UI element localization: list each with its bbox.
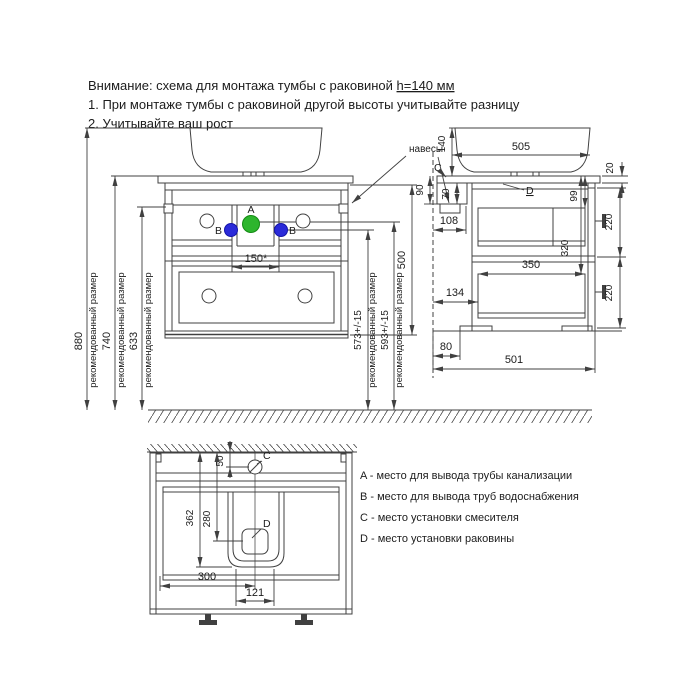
dim-90: 90: [415, 184, 426, 196]
point-b-water-right: [275, 224, 288, 237]
dim-121: 121: [245, 587, 265, 599]
front-dims-left: [73, 128, 192, 410]
dim-501: 501: [504, 354, 524, 366]
dim-220-top: 220: [604, 213, 615, 231]
drawer-knob-left: [202, 289, 216, 303]
foot-bottom-right: [295, 614, 313, 625]
dim-350: 350: [521, 259, 541, 271]
dim-280: 280: [202, 510, 213, 528]
bracket-top-left: [156, 454, 161, 462]
dim-80: 80: [439, 341, 453, 353]
point-a-canalization: [243, 216, 260, 233]
point-a-label: A: [247, 204, 255, 216]
dim-362: 362: [185, 509, 196, 527]
back-hole-left: [200, 214, 214, 228]
dim-150: 150*: [244, 253, 268, 265]
floor-hatch: [148, 410, 592, 423]
dim-300: 300: [197, 571, 217, 583]
sink-front-outline: [190, 128, 322, 172]
front-view: [158, 128, 400, 338]
front-dims-right: [350, 185, 417, 410]
dim-573-note: рекомендованный размер: [367, 272, 378, 388]
dim-99: 99: [569, 190, 580, 202]
dim-20: 20: [605, 162, 616, 174]
header-height-note: h=140 мм: [396, 78, 455, 93]
header-note-2: 2. Учитывайте ваш рост: [88, 116, 233, 131]
dim-740-note: рекомендованный размер: [116, 272, 127, 388]
point-c-label-side: C: [434, 162, 442, 174]
point-b-water-left: [225, 224, 238, 237]
countertop-side: [437, 176, 600, 183]
point-b-label-right: B: [289, 225, 297, 237]
legend-item-d: D - место установки раковины: [360, 533, 515, 545]
drawer-box-bottom: [478, 274, 585, 318]
back-hole-right: [296, 214, 310, 228]
point-c-label-top: C: [263, 450, 271, 462]
dim-573: 573+/-15: [353, 310, 364, 350]
dim-50: 50: [215, 455, 226, 467]
legend-item-b: B - место для вывода труб водоснабжения: [360, 491, 579, 503]
dim-134: 134: [445, 287, 465, 299]
foot-side-back: [460, 326, 492, 331]
legend: [360, 470, 579, 545]
drawer-knob-right: [298, 289, 312, 303]
siphon-cutout-inner: [233, 492, 279, 561]
header-title: Внимание: схема для монтажа тумбы с раковиной h=140 мм: [88, 78, 455, 93]
countertop-front: [158, 176, 353, 183]
dim-880: 880: [73, 331, 85, 351]
dim-740: 740: [101, 331, 113, 351]
dim-593-note: рекомендованный размер: [394, 272, 405, 388]
dim-880-note: рекомендованный размер: [88, 272, 99, 388]
dim-633: 633: [128, 331, 140, 351]
dim-500: 500: [396, 250, 408, 270]
legend-item-c: C - место установки смесителя: [360, 512, 519, 524]
bracket-top-right: [341, 454, 346, 462]
point-d-label-top: D: [263, 518, 271, 530]
hangers-label: навесы: [409, 144, 444, 155]
drawer-top-view: [163, 487, 339, 580]
dim-505: 505: [511, 141, 531, 153]
dim-108: 108: [439, 215, 459, 227]
point-b-label-left: B: [214, 225, 222, 237]
dim-70: 70: [441, 188, 452, 200]
point-d-label-side: D: [526, 185, 534, 197]
dim-593: 593+/-15: [380, 310, 391, 350]
dim-220-bottom: 220: [604, 284, 615, 302]
wall-hatch-top-view: [147, 444, 357, 452]
dim-140: 140: [437, 135, 448, 153]
header-note-1: 1. При монтаже тумбы с раковиной другой высоты учитывайте разницу: [88, 97, 520, 112]
side-view: [433, 128, 622, 378]
side-dims: [415, 128, 628, 373]
legend-item-a: A - место для вывода трубы канализации: [360, 470, 573, 482]
header-notes: [88, 78, 520, 131]
hanger-bracket-left: [164, 204, 173, 213]
foot-bottom-left: [199, 614, 217, 625]
hanger-bracket-right: [339, 204, 348, 213]
dim-320: 320: [560, 239, 571, 257]
dim-633-note: рекомендованный размер: [143, 272, 154, 388]
